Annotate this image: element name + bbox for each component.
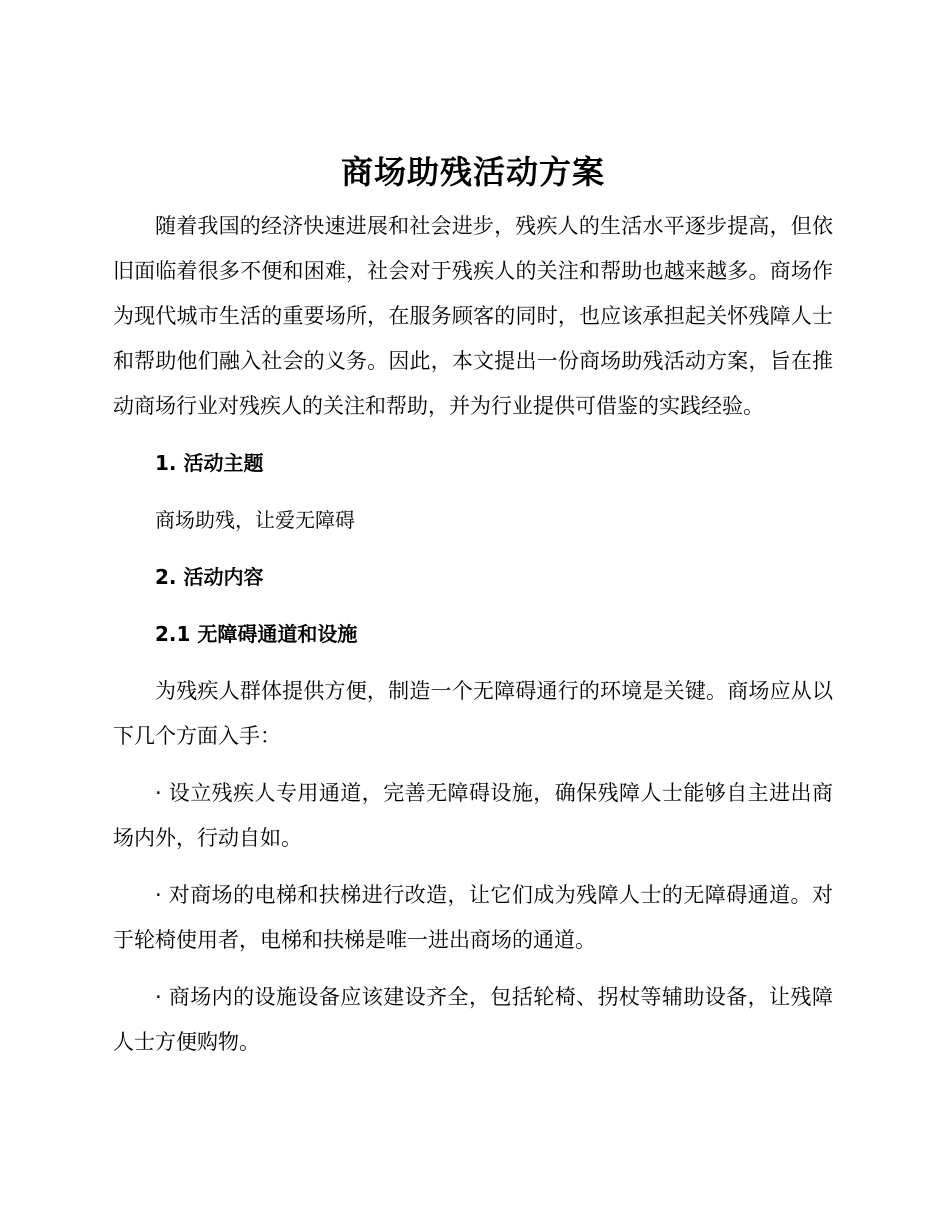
- section-1-heading: 1. 活动主题: [155, 451, 264, 475]
- bullet-item-3: · 商场内的设施设备应该建设齐全，包括轮椅、拐杖等辅助设备，让残障人士方便购物。: [113, 985, 833, 1054]
- section-2-heading: 2. 活动内容: [155, 565, 264, 589]
- document-page: [113, 150, 833, 1077]
- section-1-text: 商场助残，让爱无障碍: [155, 508, 355, 532]
- section-2-1-heading: 2.1 无障碍通道和设施: [155, 622, 358, 646]
- bullet-item-1: · 设立残疾人专用通道，完善无障碍设施，确保残障人士能够自主进出商场内外，行动自如。: [113, 781, 833, 850]
- bullet-item-2: · 对商场的电梯和扶梯进行改造，让它们成为残障人士的无障碍通道。对于轮椅使用者，电梯和扶梯是唯一进出商场的通道。: [113, 883, 833, 952]
- intro-paragraph: 随着我国的经济快速进展和社会进步，残疾人的生活水平逐步提高，但依旧面临着很多不便和困难，社会对于残疾人的关注和帮助也越来越多。商场作为现代城市生活的重要场所，在服务顾客的同时，也应该承担起关怀残障人士和帮助他们融入社会的义务。因此，本文提出一份商场助残活动方案，旨在推动商场行业对残疾人的关注和帮助，并为行业提供可借鉴的实践经验。: [113, 214, 833, 418]
- document-title: 商场助残活动方案: [340, 153, 605, 191]
- section-2-1-intro: 为残疾人群体提供方便，制造一个无障碍通行的环境是关键。商场应从以下几个方面入手：: [113, 679, 833, 748]
